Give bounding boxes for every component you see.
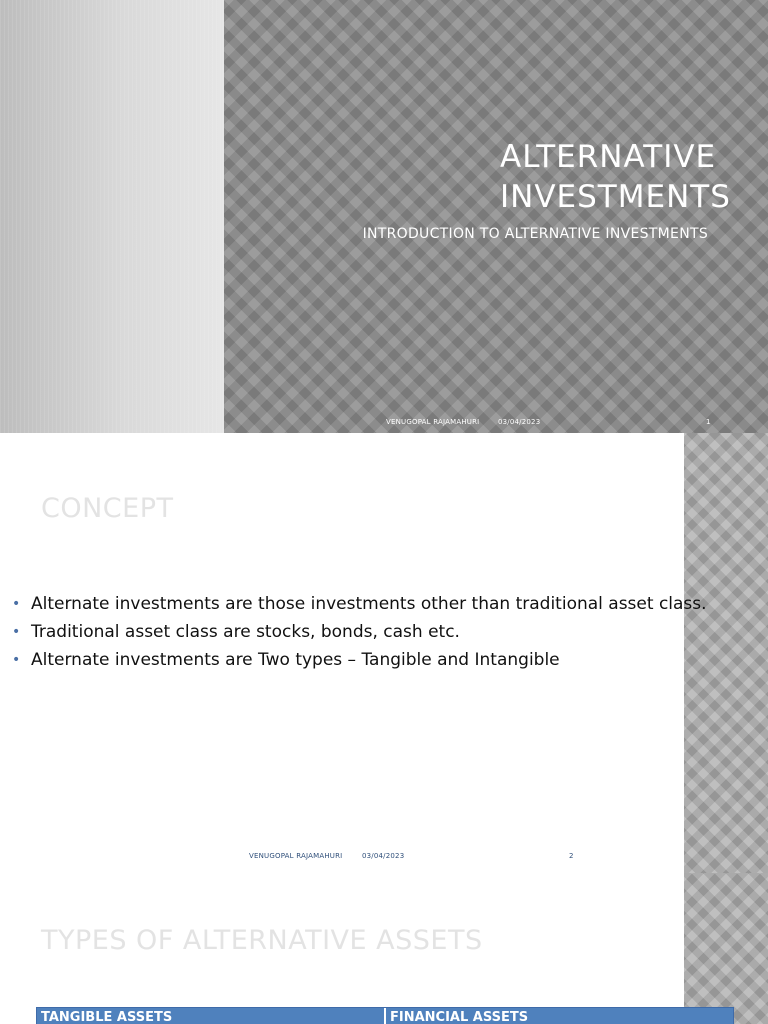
table-header-tangible: TANGIBLE ASSETS xyxy=(37,1008,384,1024)
footer-author: VENUGOPAL RAJAMAHURI xyxy=(249,852,343,860)
slide-heading: CONCEPT xyxy=(41,493,174,524)
slide-1-left-panel xyxy=(0,0,222,433)
bullet-icon: • xyxy=(12,596,21,612)
bullet-item xyxy=(12,618,752,646)
slide-3-pattern-strip xyxy=(684,873,768,1024)
slide-2-concept xyxy=(0,433,768,873)
slide-3-types xyxy=(0,873,768,1024)
slide-number: 2 xyxy=(569,852,574,860)
footer-date: 03/04/2023 xyxy=(362,852,405,860)
bullet-text: Alternate investments are Two types – Tangible and Intangible xyxy=(31,650,560,670)
bullet-item xyxy=(12,590,752,618)
table-header-financial: FINANCIAL ASSETS xyxy=(384,1008,733,1024)
slide-1-title xyxy=(0,0,768,433)
bullet-text: Alternate investments are those investments other than traditional asset class. xyxy=(31,594,707,614)
bullet-icon: • xyxy=(12,652,21,668)
slide-heading: TYPES OF ALTERNATIVE ASSETS xyxy=(41,925,483,956)
asset-types-table xyxy=(36,1007,734,1024)
slide-subtitle: INTRODUCTION TO ALTERNATIVE INVESTMENTS xyxy=(362,226,708,242)
footer-author: VENUGOPAL RAJAMAHURI xyxy=(386,418,480,426)
bullet-list xyxy=(12,590,752,674)
slide-number: 1 xyxy=(706,418,711,426)
bullet-icon: • xyxy=(12,624,21,640)
bullet-item xyxy=(12,646,752,674)
bullet-text: Traditional asset class are stocks, bonds, cash etc. xyxy=(31,622,460,642)
footer-date: 03/04/2023 xyxy=(498,418,541,426)
slide-title: ALTERNATIVE INVESTMENTS xyxy=(500,139,731,215)
